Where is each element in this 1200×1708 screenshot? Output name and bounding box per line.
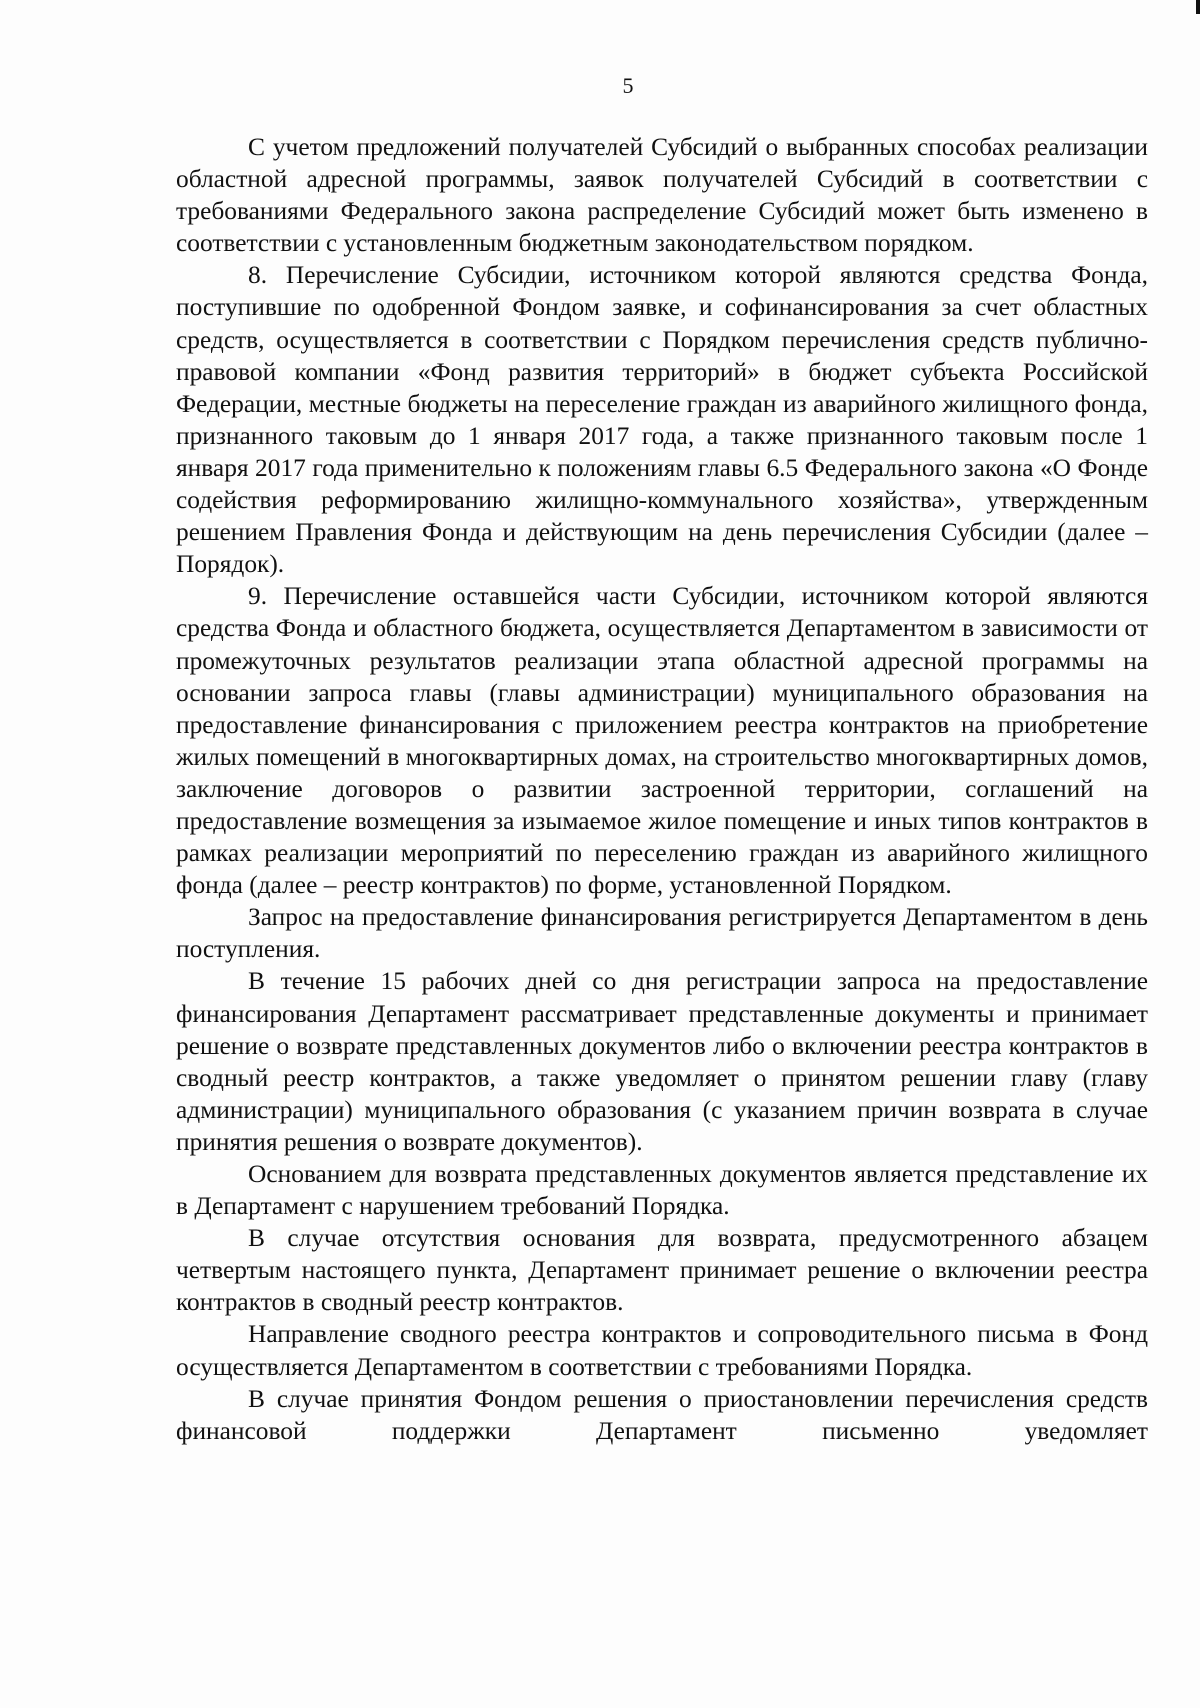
paragraph-registry-submission: Направление сводного реестра контрактов и сопроводительного письма в Фонд осуществляется Департаментом в соответствии с требованиями Порядка. bbox=[176, 1320, 1148, 1381]
paragraph-subsidy-distribution: С учетом предложений получателей Субсидий о выбранных способах реализации областной адресной программы, заявок получателей Субсидий в соответствии с требованиями Федерального закона распределение Субсидий может быть изменено в соответствии с установленным бюджетным законодательством порядком. bbox=[176, 133, 1148, 258]
page-number: 5 bbox=[622, 73, 634, 98]
document-body bbox=[176, 131, 1148, 1447]
paragraph-suspension-notice: В случае принятия Фондом решения о приостановлении перечисления средств финансовой поддержки Департамент письменно уведомляет bbox=[176, 1384, 1148, 1445]
paragraph-return-grounds: Основанием для возврата представленных документов является представление их в Департамент с нарушением требований Порядка. bbox=[176, 1160, 1148, 1221]
paragraph-review-period: В течение 15 рабочих дней со дня регистрации запроса на предоставление финансирования Департамент рассматривает представленные документы и принимает решение о возврате представленных документов либо о включении реестра контрактов в сводный реестр контрактов, а также уведомляет о принятом решении главу (главу администрации) муниципального образования (с указанием причин возврата в случае принятия решения о возврате документов). bbox=[176, 967, 1148, 1156]
paragraph-request-registration: Запрос на предоставление финансирования регистрируется Департаментом в день поступления. bbox=[176, 903, 1148, 964]
scan-edge-mark bbox=[1196, 0, 1200, 14]
paragraph-inclusion-decision: В случае отсутствия основания для возврата, предусмотренного абзацем четвертым настоящего пункта, Департамент принимает решение о включении реестра контрактов в сводный реестр контрактов. bbox=[176, 1224, 1148, 1317]
paragraph-item-8: 8. Перечисление Субсидии, источником которой являются средства Фонда, поступившие по одобренной Фондом заявке, и софинансирования за счет областных средств, осуществляется в соответствии с Порядком перечисления средств публично-правовой компании «Фонд развития территорий» в бюджет субъекта Российской Федерации, местные бюджеты на переселение граждан из аварийного жилищного фонда, признанного таковым до 1 января 2017 года, а также признанного таковым после 1 января 2017 года применительно к положениям главы 6.5 Федерального закона «О Фонде содействия реформированию жилищно-коммунального хозяйства», утвержденным решением Правления Фонда и действующим на день перечисления Субсидии (далее – Порядок). bbox=[176, 261, 1148, 579]
paragraph-item-9: 9. Перечисление оставшейся части Субсидии, источником которой являются средства Фонда и областного бюджета, осуществляется Департаментом в зависимости от промежуточных результатов реализации этапа областной адресной программы на основании запроса главы (главы администрации) муниципального образования на предоставление финансирования с приложением реестра контрактов на приобретение жилых помещений в многоквартирных домах, на строительство многоквартирных домов, заключение договоров о развитии застроенной территории, соглашений на предоставление возмещения за изымаемое жилое помещение и иных типов контрактов в рамках реализации мероприятий по переселению граждан из аварийного жилищного фонда (далее – реестр контрактов) по форме, установленной Порядком. bbox=[176, 582, 1148, 900]
